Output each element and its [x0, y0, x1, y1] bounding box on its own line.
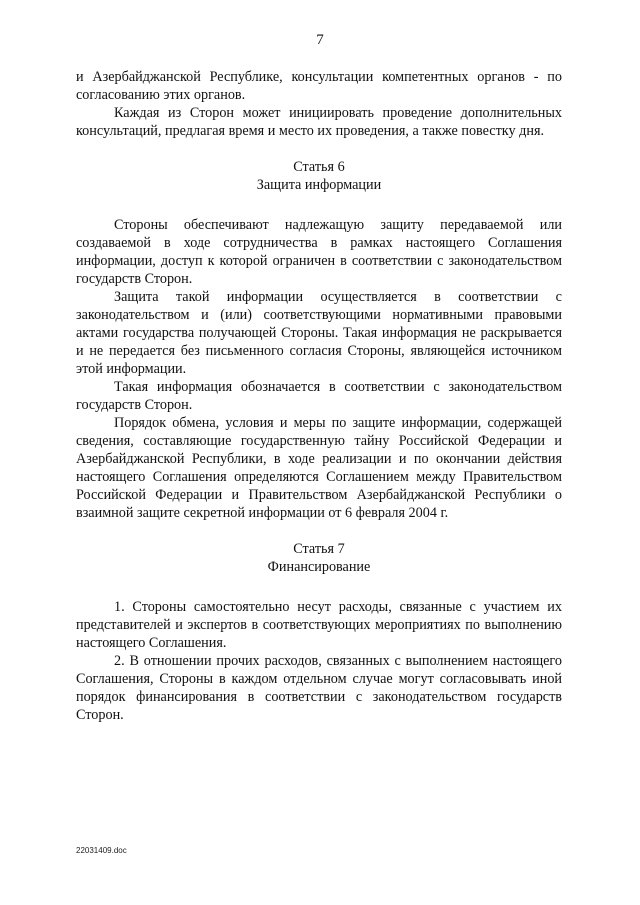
- article-7-number: Статья 7: [293, 541, 345, 557]
- spacer: [76, 576, 562, 598]
- article-6-paragraph-4: Порядок обмена, условия и меры по защите информации, содержащей сведения, составляющие государственную тайну Российской Федерации и Азербайджанской Республики, в ходе реализации и по окончании действия настоящего Соглашения определяются Соглашением между Правительством Российской Федерации и Правительством Азербайджанской Республики о взаимной защите секретной информации от 6 февраля 2004 г.: [76, 415, 562, 521]
- intro-paragraph-2: Каждая из Сторон может инициировать проведение дополнительных консультаций, предлагая время и место их проведения, а также повестку дня.: [76, 105, 562, 139]
- article-6-paragraph-1: Стороны обеспечивают надлежащую защиту передаваемой или создаваемой в ходе сотрудничества в рамках настоящего Соглашения информации, доступ к которой ограничен в соответствии с законодательством государств Сторон.: [76, 217, 562, 287]
- intro-paragraph-1: и Азербайджанской Республике, консультации компетентных органов - по согласованию этих органов.: [76, 69, 562, 103]
- spacer: [76, 522, 562, 540]
- article-6-paragraph-3: Такая информация обозначается в соответствии с законодательством государств Сторон.: [76, 379, 562, 413]
- article-7-title: Финансирование: [267, 559, 371, 575]
- article-7-paragraph-1: 1. Стороны самостоятельно несут расходы, связанные с участием их представителей и экспертов в соответствующих мероприятиях по выполнению настоящего Соглашения.: [76, 599, 562, 651]
- page-number: 7: [316, 32, 324, 48]
- article-6-title: Защита информации: [256, 177, 382, 193]
- article-6-paragraph-2: Защита такой информации осуществляется в соответствии с законодательством и (или) соответствующими нормативными правовыми актами государства получающей Стороны. Такая информация не раскрывается и не передается без письменного согласия Стороны, являющейся источником этой информации.: [76, 289, 562, 377]
- spacer: [76, 140, 562, 158]
- article-6-number: Статья 6: [293, 159, 345, 175]
- article-7-paragraph-2: 2. В отношении прочих расходов, связанных с выполнением настоящего Соглашения, Стороны в каждом отдельном случае могут согласовывать иной порядок финансирования в соответствии с законодательством государств Сторон.: [76, 653, 562, 723]
- spacer: [76, 194, 562, 216]
- document-filename: 22031409.doc: [76, 846, 127, 855]
- document-body: [76, 68, 562, 724]
